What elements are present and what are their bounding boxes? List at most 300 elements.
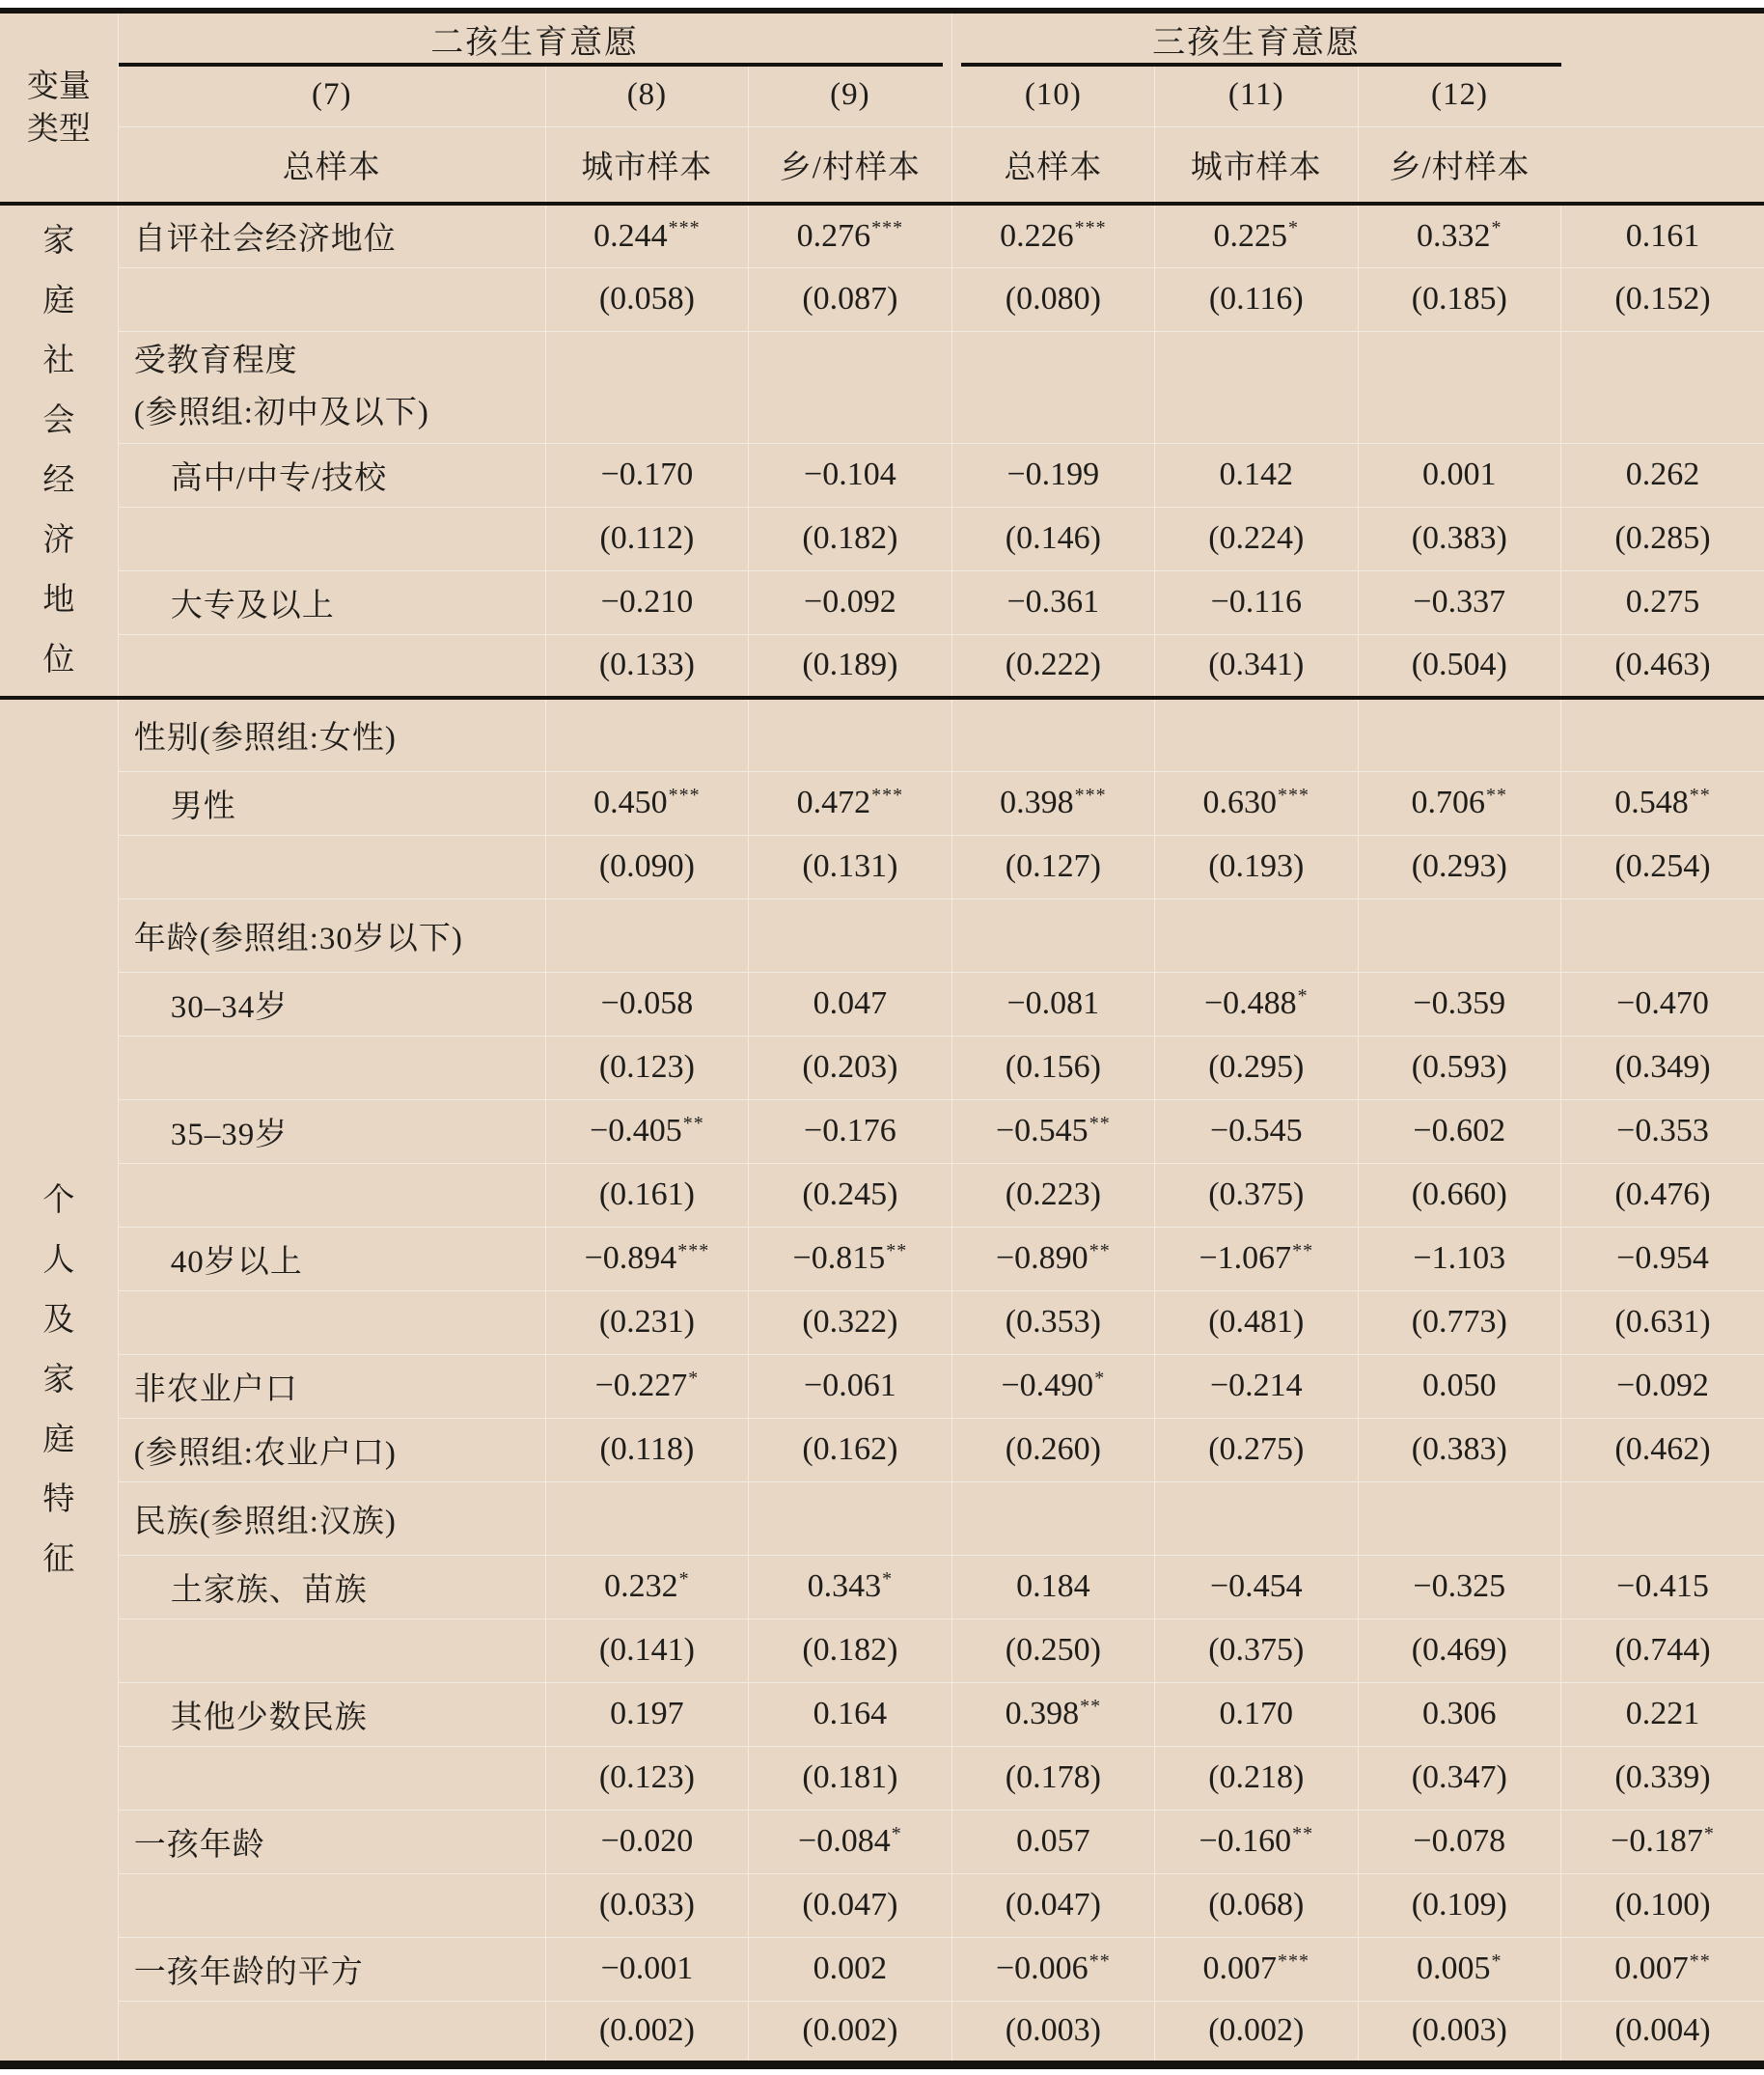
coefficient-cell bbox=[1561, 1555, 1764, 1618]
coefficient-cell bbox=[1155, 1099, 1358, 1163]
standard-error-cell bbox=[1561, 1618, 1764, 1682]
significance-stars: * bbox=[1491, 217, 1502, 239]
cell-value: (0.185) bbox=[1411, 281, 1507, 317]
cell-value: −0.170 bbox=[600, 456, 694, 492]
coefficient-cell bbox=[951, 443, 1154, 507]
significance-stars: ** bbox=[1486, 784, 1508, 806]
cell-value: 0.548 bbox=[1614, 785, 1689, 820]
significance-stars: ** bbox=[1689, 784, 1711, 806]
model-number: (10) bbox=[951, 65, 1154, 126]
cell-value: 0.161 bbox=[1625, 217, 1700, 254]
coefficient-cell bbox=[1358, 1227, 1560, 1290]
coefficient-cell bbox=[749, 570, 951, 634]
cell-value: (0.181) bbox=[802, 1759, 898, 1795]
coefficient-cell bbox=[1561, 1227, 1764, 1290]
significance-stars: * bbox=[1288, 217, 1300, 239]
cell-value: (0.295) bbox=[1208, 1049, 1305, 1085]
sample-label-row bbox=[0, 126, 1764, 204]
cell-value: 0.332 bbox=[1417, 217, 1491, 254]
coefficient-cell bbox=[1561, 443, 1764, 507]
table-row bbox=[0, 1163, 1764, 1227]
cell-value: 0.221 bbox=[1625, 1696, 1700, 1731]
model-number: (12) bbox=[1431, 77, 1489, 113]
standard-error-cell bbox=[1561, 1418, 1764, 1481]
cell-value: (0.476) bbox=[1614, 1176, 1711, 1212]
cell-value: (0.341) bbox=[1208, 647, 1305, 683]
standard-error-cell bbox=[1155, 2001, 1358, 2064]
coefficient-cell bbox=[1155, 1810, 1358, 1873]
table-row bbox=[0, 698, 1764, 771]
cell-value: 0.164 bbox=[813, 1696, 888, 1731]
cell-value: −0.359 bbox=[1413, 985, 1506, 1021]
standard-error-cell bbox=[545, 2001, 748, 2064]
standard-error-cell bbox=[951, 2001, 1154, 2064]
cell-value: 0.398 bbox=[1000, 785, 1074, 820]
cell-value: −0.894 bbox=[584, 1240, 677, 1276]
standard-error-cell bbox=[1155, 267, 1358, 331]
coefficient-cell bbox=[1358, 698, 1560, 771]
coefficient-cell bbox=[1155, 1481, 1358, 1555]
cell-value: −0.006 bbox=[996, 1950, 1089, 1986]
sample-label: 乡/村样本 bbox=[1389, 150, 1530, 185]
coefficient-cell bbox=[1155, 1227, 1358, 1290]
cell-value: −0.061 bbox=[804, 1368, 896, 1403]
cell-value: (0.002) bbox=[802, 2012, 898, 2048]
cell-value: −0.160 bbox=[1199, 1823, 1292, 1859]
row-label bbox=[118, 835, 545, 899]
cell-value: −0.337 bbox=[1413, 584, 1506, 620]
table-row bbox=[0, 2001, 1764, 2064]
model-number: (7) bbox=[118, 65, 545, 126]
coefficient-cell bbox=[545, 1810, 748, 1873]
cell-value: (0.222) bbox=[1005, 647, 1101, 683]
standard-error-cell bbox=[749, 1873, 951, 1937]
row-label: 自评社会经济地位 bbox=[118, 204, 545, 267]
section-group-label: 个 人 及 家 庭 特 征 bbox=[0, 698, 118, 2064]
cell-value: 0.007 bbox=[1614, 1950, 1689, 1986]
cell-value: (0.383) bbox=[1411, 1431, 1507, 1467]
coefficient-cell bbox=[749, 1227, 951, 1290]
coefficient-cell bbox=[545, 1481, 748, 1555]
standard-error-cell bbox=[951, 1618, 1154, 1682]
coefficient-cell bbox=[1561, 1682, 1764, 1746]
table-row bbox=[0, 634, 1764, 698]
standard-error-cell bbox=[1155, 634, 1358, 698]
coefficient-cell bbox=[1561, 972, 1764, 1036]
cell-value: −0.078 bbox=[1413, 1823, 1506, 1859]
cell-value: −0.361 bbox=[1006, 584, 1100, 620]
corner-line: 变量 bbox=[26, 69, 91, 104]
cell-value: (0.193) bbox=[1208, 848, 1305, 884]
table-row bbox=[0, 1227, 1764, 1290]
cell-value: 0.197 bbox=[610, 1696, 684, 1731]
coefficient-cell bbox=[951, 1227, 1154, 1290]
cell-value: −0.104 bbox=[804, 456, 896, 492]
cell-value: −0.954 bbox=[1616, 1240, 1709, 1276]
significance-stars: *** bbox=[1278, 1950, 1310, 1972]
standard-error-cell bbox=[1561, 2001, 1764, 2064]
coefficient-cell bbox=[1155, 899, 1358, 972]
standard-error-cell bbox=[1155, 1873, 1358, 1937]
table-row bbox=[0, 1555, 1764, 1618]
cell-value: (0.631) bbox=[1614, 1304, 1711, 1340]
standard-error-cell bbox=[1358, 267, 1560, 331]
standard-error-cell bbox=[1358, 1036, 1560, 1099]
standard-error-cell bbox=[749, 2001, 951, 2064]
cell-value: (0.087) bbox=[802, 281, 898, 317]
coefficient-cell bbox=[749, 331, 951, 443]
corner-line: 类型 bbox=[26, 111, 91, 147]
coefficient-cell bbox=[1358, 771, 1560, 835]
cell-value: −0.405 bbox=[590, 1113, 682, 1148]
cell-value: (0.100) bbox=[1614, 1887, 1711, 1923]
coefficient-cell bbox=[1155, 1937, 1358, 2001]
cell-value: 0.306 bbox=[1422, 1696, 1497, 1731]
coefficient-cell bbox=[749, 1481, 951, 1555]
cell-value: 0.244 bbox=[593, 217, 668, 254]
coefficient-cell bbox=[1155, 972, 1358, 1036]
row-label bbox=[118, 2001, 545, 2064]
significance-stars: * bbox=[891, 1822, 902, 1844]
sample-label: 总样本 bbox=[951, 126, 1154, 204]
cell-value: (0.349) bbox=[1614, 1049, 1711, 1085]
cell-value: −0.545 bbox=[996, 1113, 1089, 1148]
significance-stars: * bbox=[882, 1567, 894, 1590]
coefficient-cell bbox=[1358, 972, 1560, 1036]
standard-error-cell bbox=[1155, 1418, 1358, 1481]
regression-table bbox=[0, 8, 1764, 2069]
model-number-row bbox=[0, 65, 1764, 126]
standard-error-cell bbox=[545, 1036, 748, 1099]
coefficient-cell bbox=[545, 698, 748, 771]
table-row bbox=[0, 267, 1764, 331]
significance-stars: *** bbox=[668, 217, 701, 239]
cell-value: (0.033) bbox=[598, 1887, 695, 1923]
coefficient-cell bbox=[951, 331, 1154, 443]
significance-stars: ** bbox=[1080, 1695, 1102, 1717]
cell-value: (0.773) bbox=[1411, 1304, 1507, 1340]
table-row bbox=[0, 1746, 1764, 1810]
cell-value: (0.223) bbox=[1005, 1176, 1101, 1212]
standard-error-cell bbox=[545, 634, 748, 698]
cell-value: −0.020 bbox=[600, 1823, 694, 1859]
coefficient-cell bbox=[951, 570, 1154, 634]
cell-value: (0.347) bbox=[1411, 1759, 1507, 1795]
coefficient-cell bbox=[1561, 1937, 1764, 2001]
coefficient-cell bbox=[749, 1682, 951, 1746]
cell-value: 0.170 bbox=[1219, 1696, 1294, 1731]
cell-value: (0.123) bbox=[598, 1759, 695, 1795]
row-label: (参照组:农业户口) bbox=[118, 1418, 545, 1481]
cell-value: 0.276 bbox=[796, 217, 871, 254]
coefficient-cell bbox=[1358, 899, 1560, 972]
table-row bbox=[0, 1481, 1764, 1555]
cell-value: (0.058) bbox=[598, 281, 695, 317]
cell-value: (0.116) bbox=[1208, 281, 1304, 317]
row-label bbox=[118, 1163, 545, 1227]
significance-stars: ** bbox=[1292, 1239, 1314, 1261]
coefficient-cell bbox=[545, 1354, 748, 1418]
significance-stars: *** bbox=[871, 217, 904, 239]
cell-value: (0.260) bbox=[1005, 1431, 1101, 1467]
coefficient-cell bbox=[951, 1682, 1154, 1746]
standard-error-cell bbox=[1561, 267, 1764, 331]
cell-value: (0.462) bbox=[1614, 1431, 1711, 1467]
cell-value: (0.322) bbox=[802, 1304, 898, 1340]
cell-value: (0.353) bbox=[1005, 1304, 1101, 1340]
row-label: 其他少数民族 bbox=[118, 1682, 545, 1746]
cell-value: (0.109) bbox=[1411, 1887, 1507, 1923]
cell-value: (0.080) bbox=[1005, 281, 1101, 317]
cell-value: (0.254) bbox=[1614, 848, 1711, 884]
cell-value: (0.047) bbox=[802, 1887, 898, 1923]
standard-error-cell bbox=[749, 1618, 951, 1682]
cell-value: 0.002 bbox=[813, 1950, 888, 1986]
cell-value: −0.058 bbox=[600, 985, 694, 1021]
table-row bbox=[0, 1937, 1764, 2001]
cell-value: (0.218) bbox=[1208, 1759, 1305, 1795]
significance-stars: ** bbox=[1689, 1950, 1711, 1972]
coefficient-cell bbox=[1561, 698, 1764, 771]
standard-error-cell bbox=[545, 1290, 748, 1354]
standard-error-cell bbox=[1358, 1618, 1560, 1682]
cell-value: −0.353 bbox=[1616, 1113, 1709, 1148]
cell-value: (0.375) bbox=[1208, 1632, 1305, 1668]
standard-error-cell bbox=[545, 1163, 748, 1227]
row-label: 35–39岁 bbox=[118, 1099, 545, 1163]
table-body bbox=[0, 204, 1764, 2064]
cell-value: (0.123) bbox=[598, 1049, 695, 1085]
table-row bbox=[0, 1618, 1764, 1682]
cell-value: (0.090) bbox=[598, 848, 695, 884]
cell-value: −0.890 bbox=[996, 1240, 1089, 1276]
cell-value: 0.226 bbox=[1000, 217, 1074, 254]
corner-variable-type-label bbox=[0, 11, 118, 204]
standard-error-cell bbox=[1155, 507, 1358, 570]
cell-value: −0.454 bbox=[1209, 1568, 1303, 1604]
section-group-label: 家 庭 社 会 经 济 地 位 bbox=[0, 204, 118, 698]
cell-value: −0.199 bbox=[1006, 456, 1100, 492]
coefficient-cell bbox=[1561, 899, 1764, 972]
significance-stars: ** bbox=[1292, 1822, 1314, 1844]
coefficient-cell bbox=[1561, 1099, 1764, 1163]
cell-value: −0.227 bbox=[594, 1368, 688, 1403]
coefficient-cell bbox=[1358, 331, 1560, 443]
coefficient-cell bbox=[951, 204, 1154, 267]
standard-error-cell bbox=[545, 1746, 748, 1810]
standard-error-cell bbox=[951, 1290, 1154, 1354]
row-label: 男性 bbox=[118, 771, 545, 835]
standard-error-cell bbox=[951, 1418, 1154, 1481]
coefficient-cell bbox=[749, 1810, 951, 1873]
cell-value: −0.116 bbox=[1210, 584, 1303, 620]
standard-error-cell bbox=[951, 267, 1154, 331]
row-label: 一孩年龄 bbox=[118, 1810, 545, 1873]
coefficient-cell bbox=[1358, 204, 1560, 267]
standard-error-cell bbox=[749, 1163, 951, 1227]
standard-error-cell bbox=[1358, 507, 1560, 570]
coefficient-cell bbox=[1155, 1555, 1358, 1618]
coefficient-cell bbox=[545, 331, 748, 443]
cell-value: 0.706 bbox=[1411, 785, 1486, 820]
cell-value: −0.187 bbox=[1611, 1823, 1703, 1859]
standard-error-cell bbox=[1155, 835, 1358, 899]
significance-stars: * bbox=[1703, 1822, 1715, 1844]
sample-label: 城市样本 bbox=[545, 126, 748, 204]
cell-value: (0.152) bbox=[1614, 281, 1711, 317]
standard-error-cell bbox=[1358, 634, 1560, 698]
standard-error-cell bbox=[1155, 1290, 1358, 1354]
cell-value: (0.593) bbox=[1411, 1049, 1507, 1085]
significance-stars: ** bbox=[1089, 1112, 1111, 1134]
coefficient-cell bbox=[1155, 771, 1358, 835]
cell-value: −0.325 bbox=[1413, 1568, 1506, 1604]
coefficient-cell bbox=[1155, 204, 1358, 267]
coefficient-cell bbox=[749, 1555, 951, 1618]
cell-value: 0.007 bbox=[1202, 1950, 1278, 1986]
row-label bbox=[118, 1618, 545, 1682]
significance-stars: * bbox=[1297, 984, 1309, 1007]
standard-error-cell bbox=[545, 267, 748, 331]
row-label bbox=[118, 1746, 545, 1810]
standard-error-cell bbox=[1155, 1746, 1358, 1810]
cell-value: −0.488 bbox=[1203, 985, 1297, 1021]
table-row bbox=[0, 507, 1764, 570]
sample-label: 乡/村样本 bbox=[749, 126, 951, 204]
significance-stars: *** bbox=[677, 1239, 710, 1261]
coefficient-cell bbox=[1155, 331, 1358, 443]
standard-error-cell bbox=[1561, 1290, 1764, 1354]
cell-value: (0.245) bbox=[802, 1176, 898, 1212]
coefficient-cell bbox=[749, 1099, 951, 1163]
cell-value: 0.005 bbox=[1417, 1950, 1491, 1986]
row-label: 非农业户口 bbox=[118, 1354, 545, 1418]
coefficient-cell bbox=[1561, 771, 1764, 835]
row-label bbox=[118, 634, 545, 698]
significance-stars: ** bbox=[886, 1239, 908, 1261]
cell-value: (0.469) bbox=[1411, 1632, 1507, 1668]
coefficient-cell bbox=[951, 1099, 1154, 1163]
cell-value: (0.133) bbox=[598, 647, 695, 683]
row-label bbox=[118, 1036, 545, 1099]
row-label bbox=[118, 1290, 545, 1354]
standard-error-cell bbox=[1358, 1163, 1560, 1227]
cell-value: (0.375) bbox=[1208, 1176, 1305, 1212]
standard-error-cell bbox=[1561, 835, 1764, 899]
cell-value: (0.203) bbox=[802, 1049, 898, 1085]
cell-value: 0.047 bbox=[813, 985, 888, 1021]
cell-value: −0.815 bbox=[792, 1240, 886, 1276]
standard-error-cell bbox=[749, 634, 951, 698]
cell-value: 0.450 bbox=[593, 785, 668, 820]
standard-error-cell bbox=[1358, 1746, 1560, 1810]
table-row bbox=[0, 899, 1764, 972]
cell-value: (0.182) bbox=[802, 520, 898, 556]
cell-value: (0.383) bbox=[1411, 520, 1507, 556]
model-number: (8) bbox=[545, 65, 748, 126]
model-number: (9) bbox=[749, 65, 951, 126]
coefficient-cell bbox=[1561, 1354, 1764, 1418]
standard-error-cell bbox=[1561, 1163, 1764, 1227]
significance-stars: * bbox=[1491, 1950, 1502, 1972]
cell-value: (0.161) bbox=[598, 1176, 695, 1212]
group-header-row bbox=[0, 11, 1764, 65]
coefficient-cell bbox=[1155, 1354, 1358, 1418]
coefficient-cell bbox=[749, 899, 951, 972]
cell-value: −0.602 bbox=[1413, 1113, 1506, 1148]
table-row bbox=[0, 1810, 1764, 1873]
row-label: 年龄(参照组:30岁以下) bbox=[118, 899, 545, 972]
coefficient-cell bbox=[749, 698, 951, 771]
cell-value: 0.343 bbox=[807, 1568, 882, 1604]
standard-error-cell bbox=[1358, 835, 1560, 899]
cell-value: 0.630 bbox=[1202, 785, 1278, 820]
standard-error-cell bbox=[951, 507, 1154, 570]
coefficient-cell bbox=[1155, 1682, 1358, 1746]
row-label: 40岁以上 bbox=[118, 1227, 545, 1290]
cell-value: 0.050 bbox=[1422, 1368, 1497, 1403]
coefficient-cell bbox=[1358, 1682, 1560, 1746]
standard-error-cell bbox=[545, 1873, 748, 1937]
cell-value: (0.660) bbox=[1411, 1176, 1507, 1212]
coefficient-cell bbox=[951, 899, 1154, 972]
standard-error-cell bbox=[545, 1618, 748, 1682]
cell-value: (0.127) bbox=[1005, 848, 1101, 884]
coefficient-cell bbox=[1358, 1937, 1560, 2001]
group-header-third-child-intention: 三孩生育意愿 bbox=[951, 11, 1560, 65]
cell-value: (0.178) bbox=[1005, 1759, 1101, 1795]
cell-value: −0.545 bbox=[1209, 1113, 1303, 1148]
table-row bbox=[0, 331, 1764, 443]
coefficient-cell bbox=[545, 899, 748, 972]
coefficient-cell bbox=[545, 1682, 748, 1746]
cell-value: −0.490 bbox=[1001, 1368, 1094, 1403]
significance-stars: *** bbox=[668, 784, 701, 806]
cell-value: 0.275 bbox=[1625, 584, 1700, 620]
standard-error-cell bbox=[749, 507, 951, 570]
row-label: 土家族、苗族 bbox=[118, 1555, 545, 1618]
cell-value: −1.067 bbox=[1199, 1240, 1292, 1276]
standard-error-cell bbox=[951, 634, 1154, 698]
sample-label: 总样本 bbox=[118, 126, 545, 204]
standard-error-cell bbox=[951, 1873, 1154, 1937]
cell-value: 0.262 bbox=[1625, 456, 1700, 492]
coefficient-cell bbox=[1155, 698, 1358, 771]
coefficient-cell bbox=[1561, 204, 1764, 267]
standard-error-cell bbox=[749, 1290, 951, 1354]
coefficient-cell bbox=[951, 1354, 1154, 1418]
standard-error-cell bbox=[749, 1036, 951, 1099]
row-label: 受教育程度 (参照组:初中及以下) bbox=[118, 331, 545, 443]
table-row bbox=[0, 835, 1764, 899]
significance-stars: * bbox=[1094, 1367, 1106, 1389]
coefficient-cell bbox=[1155, 570, 1358, 634]
coefficient-cell bbox=[545, 1937, 748, 2001]
standard-error-cell bbox=[1358, 1290, 1560, 1354]
row-label: 民族(参照组:汉族) bbox=[118, 1481, 545, 1555]
cell-value: −0.470 bbox=[1616, 985, 1709, 1021]
cell-value: −0.084 bbox=[798, 1823, 891, 1859]
cell-value: (0.182) bbox=[802, 1632, 898, 1668]
cell-value: (0.162) bbox=[802, 1431, 898, 1467]
standard-error-cell bbox=[1358, 2001, 1560, 2064]
coefficient-cell bbox=[545, 771, 748, 835]
row-label: 高中/中专/技校 bbox=[118, 443, 545, 507]
row-label bbox=[118, 267, 545, 331]
cell-value: (0.504) bbox=[1411, 647, 1507, 683]
standard-error-cell bbox=[749, 1418, 951, 1481]
table-row bbox=[0, 1290, 1764, 1354]
